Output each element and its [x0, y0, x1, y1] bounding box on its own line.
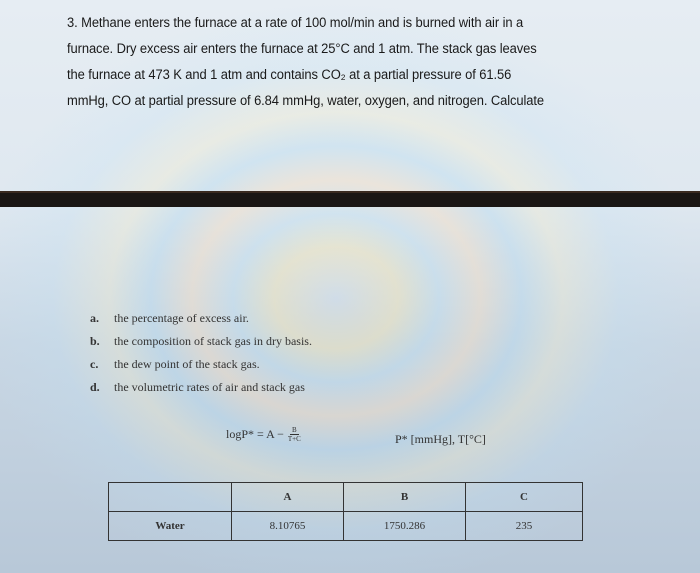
- problem-line: 3. Methane enters the furnace at a rate of 100 mol/min and is burned with air in a: [67, 15, 524, 30]
- problem-statement: [67, 10, 624, 114]
- item-text: the composition of stack gas in dry basis.: [114, 334, 312, 348]
- divider-bar: [0, 191, 700, 207]
- list-item: [90, 334, 312, 357]
- table-row: [109, 512, 583, 541]
- list-item: [90, 311, 312, 334]
- numerator: B: [292, 426, 297, 434]
- item-letter: a.: [90, 311, 99, 325]
- item-text: the percentage of excess air.: [114, 311, 249, 325]
- header-cell: C: [466, 483, 583, 512]
- problem-line: the furnace at 473 K and 1 atm and contains CO₂ at a partial pressure of 61.56: [67, 67, 512, 82]
- table-cell: 8.10765: [232, 512, 344, 541]
- table-header-row: [109, 483, 583, 512]
- table-cell: Water: [109, 512, 232, 541]
- header-cell: A: [232, 483, 344, 512]
- header-cell: [109, 483, 232, 512]
- equation-lhs: logP* = A −: [226, 427, 284, 441]
- table-cell: 1750.286: [344, 512, 466, 541]
- item-letter: c.: [90, 357, 99, 371]
- item-text: the dew point of the stack gas.: [114, 357, 260, 371]
- item-letter: b.: [90, 334, 100, 348]
- header-cell: B: [344, 483, 466, 512]
- item-text: the volumetric rates of air and stack gas: [114, 380, 305, 394]
- denominator: T+C: [287, 435, 301, 443]
- task-list: [90, 311, 312, 403]
- list-item: [90, 357, 312, 380]
- problem-line: furnace. Dry excess air enters the furnace at 25°C and 1 atm. The stack gas leaves: [67, 41, 537, 56]
- antoine-equation: [226, 426, 301, 443]
- problem-line: mmHg, CO at partial pressure of 6.84 mmHg, water, oxygen, and nitrogen. Calculate: [67, 93, 545, 108]
- fraction: [288, 426, 301, 443]
- item-letter: d.: [90, 380, 100, 394]
- list-item: [90, 380, 312, 403]
- units-note: P* [mmHg], T[°C]: [395, 432, 486, 446]
- table-cell: 235: [466, 512, 583, 541]
- antoine-constants-table: [108, 482, 583, 541]
